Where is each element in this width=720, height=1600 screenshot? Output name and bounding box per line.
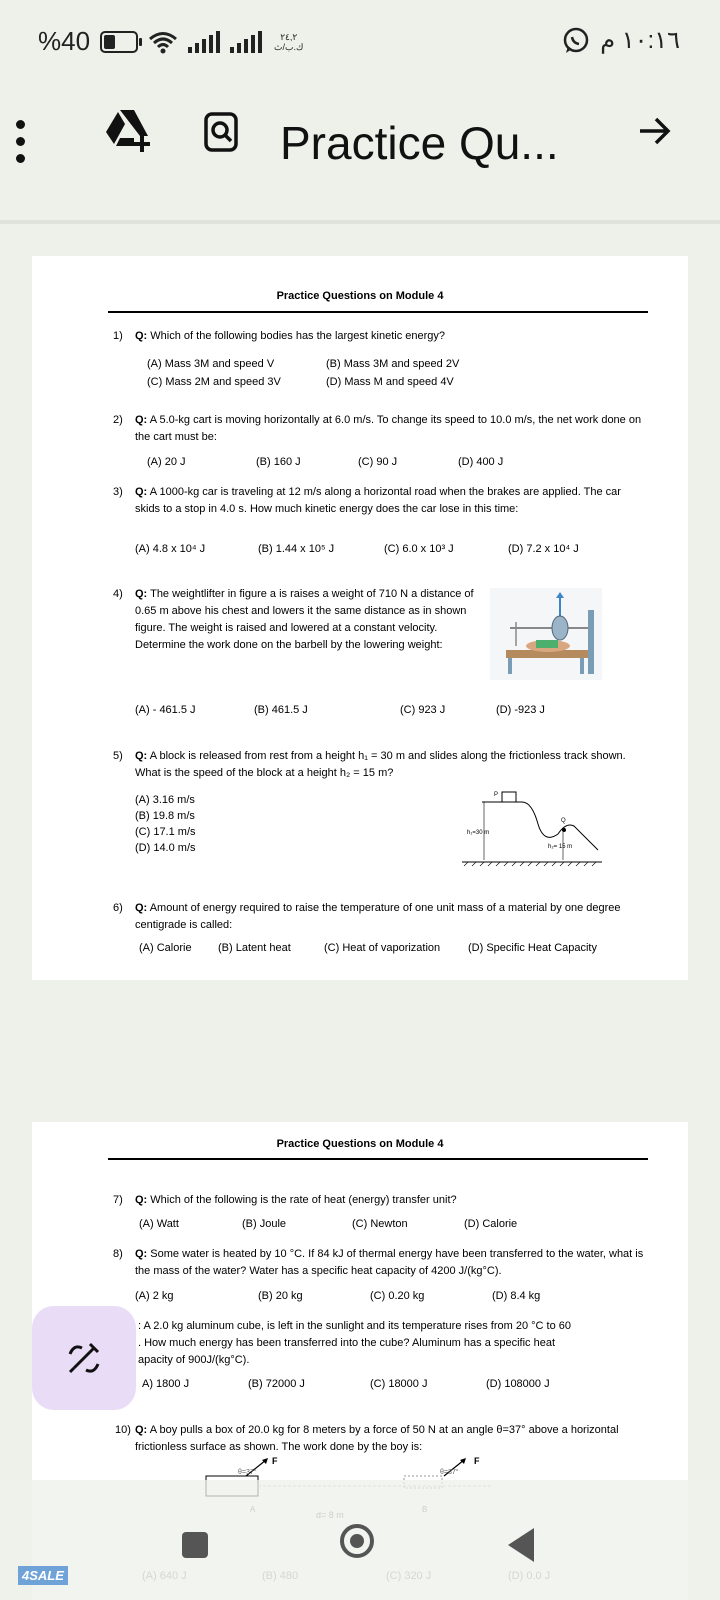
question-text: Some water is heated by 10 °C. If 84 kJ of thermal energy have been transferred to the water, what is the mass of the water? Water has a specific heat capacity of 4200 J/(kg°C). — [135, 1248, 644, 1277]
pen-edit-icon — [64, 1338, 104, 1378]
option-d: (D) 8.4 kg — [492, 1290, 541, 1302]
question-9-line-3: apacity of 900J/(kg°C). — [138, 1354, 250, 1366]
option-b: (B) Joule — [242, 1218, 287, 1230]
edit-fab-button[interactable] — [32, 1306, 136, 1410]
option-a: (A) 4.8 x 10⁴ J — [135, 543, 206, 555]
question-number: 4) — [113, 588, 123, 600]
weightlifter-figure — [490, 588, 602, 680]
question-number: 6) — [113, 902, 123, 914]
option-c: (C) Heat of vaporization — [324, 942, 441, 954]
status-left — [38, 26, 303, 57]
title-rule — [108, 311, 648, 313]
option-a: (A) Calorie — [139, 942, 192, 954]
option-d: (D) 400 J — [458, 456, 504, 468]
option-c: (C) 18000 J — [370, 1378, 428, 1390]
question-text: A block is released from rest from a height h₁ = 30 m and slides along the frictionless track shown. What is the speed of the block at a height h₂ = 15 m? — [135, 750, 626, 779]
battery-percent: %40 — [38, 26, 91, 56]
q-label: Q: — [135, 902, 148, 914]
app-bar — [0, 80, 720, 220]
option-d: (D) -923 J — [496, 704, 545, 716]
track-figure — [462, 784, 602, 874]
question-number: 1) — [113, 330, 123, 342]
question-number: 8) — [113, 1248, 123, 1260]
question-4 — [113, 586, 487, 654]
question-text: A 5.0-kg cart is moving horizontally at 6.0 m/s. To change its speed to 10.0 m/s, the net work done on the cart must be: — [135, 414, 642, 443]
more-options-icon[interactable] — [16, 120, 26, 171]
q-label: Q: — [135, 1248, 148, 1260]
network-speed-unit: ك.ب/ث — [274, 41, 304, 52]
home-button[interactable] — [340, 1524, 374, 1558]
fig-label-f2: F — [474, 1456, 480, 1466]
option-d: (D) 108000 J — [486, 1378, 550, 1390]
page-title: Practice Questions on Module 4 — [276, 290, 444, 302]
network-speed-value: ٢٤,٢ — [280, 31, 298, 42]
option-b: (B) 72000 J — [248, 1378, 305, 1390]
option-c: (C) Newton — [352, 1218, 408, 1230]
status-right — [562, 26, 680, 55]
question-3 — [113, 484, 647, 518]
fig-label-theta2: θ=37° — [440, 1469, 459, 1476]
watermark-logo: 4SALE — [18, 1566, 68, 1585]
option-c: (C) 90 J — [358, 456, 398, 468]
question-number: 7) — [113, 1194, 123, 1206]
whatsapp-icon — [562, 27, 590, 55]
add-to-drive-icon[interactable] — [104, 108, 152, 152]
option-b: (B) 160 J — [256, 456, 301, 468]
option-c: (C) 0.20 kg — [370, 1290, 425, 1302]
option-c: (C) Mass 2M and speed 3V — [147, 376, 281, 388]
q-label: Q: — [135, 1194, 148, 1206]
q-label: Q: — [135, 330, 148, 342]
fig-label-p: P — [494, 792, 499, 798]
clock: ١٠:١٦ م — [600, 27, 680, 54]
option-d: (D) Mass M and speed 4V — [326, 376, 454, 388]
question-2 — [113, 412, 647, 446]
fig-label-q: Q — [561, 818, 566, 824]
signal-icon-2 — [230, 31, 262, 53]
question-5 — [113, 748, 647, 782]
option-b: (B) Latent heat — [218, 942, 291, 954]
question-number: 5) — [113, 750, 123, 762]
fig-label-theta1: θ=37° — [238, 1469, 257, 1476]
document-title: Practice Qu... — [280, 117, 559, 169]
page-title: Practice Questions on Module 4 — [276, 1138, 444, 1150]
status-bar — [0, 0, 720, 80]
question-text: Which of the following is the rate of heat (energy) transfer unit? — [150, 1194, 457, 1206]
question-text: The weightlifter in figure a is raises a weight of 710 N a distance of 0.65 m above his chest and lowers it the same distance as in shown figure. The weight is raised and lowered at a constant velocity. Determine the work done on the barbell by the lowering weight: — [135, 588, 474, 651]
document-page-1[interactable] — [32, 256, 688, 980]
battery-icon — [100, 31, 138, 53]
option-a: (A) - 461.5 J — [135, 704, 196, 716]
question-number: 10) — [115, 1424, 131, 1436]
question-text: Amount of energy required to raise the temperature of one unit mass of a material by one degree centigrade is called: — [135, 902, 621, 931]
recent-apps-button[interactable] — [182, 1532, 208, 1558]
question-number: 2) — [113, 414, 123, 426]
fig-label-f1: F — [272, 1456, 278, 1466]
option-b: (B) 19.8 m/s — [135, 810, 195, 822]
option-c: (C) 6.0 x 10³ J — [384, 543, 454, 555]
option-c: (C) 923 J — [400, 704, 446, 716]
question-text: A 1000-kg car is traveling at 12 m/s along a horizontal road when the brakes are applied. The car skids to a stop in 4.0 s. How much kinetic energy does the car lose in this time: — [135, 486, 621, 515]
question-9-line-1: : A 2.0 kg aluminum cube, is left in the sunlight and its temperature rises from 20 °C to 60 — [138, 1320, 572, 1332]
option-a: (A) 3.16 m/s — [135, 794, 195, 806]
option-b: (B) 461.5 J — [254, 704, 308, 716]
network-speed — [274, 32, 303, 52]
q-label: Q: — [135, 750, 148, 762]
q-label: Q: — [135, 588, 148, 600]
q-label: Q: — [135, 414, 148, 426]
system-nav-bar — [0, 1480, 720, 1600]
option-a: (A) Watt — [139, 1218, 179, 1230]
option-d: (D) 7.2 x 10⁴ J — [508, 543, 579, 555]
q-label: Q: — [135, 1424, 148, 1436]
question-9-line-2: . How much energy has been transferred into the cube? Aluminum has a specific heat — [138, 1337, 556, 1349]
question-number: 3) — [113, 486, 123, 498]
wifi-icon — [148, 30, 178, 54]
option-a: (A) 20 J — [147, 456, 186, 468]
question-7 — [113, 1192, 647, 1209]
option-d: (D) Specific Heat Capacity — [468, 942, 597, 954]
question-8 — [113, 1246, 647, 1280]
search-document-icon[interactable] — [204, 112, 238, 152]
question-text: Which of the following bodies has the largest kinetic energy? — [150, 330, 446, 342]
fig-label-h2: h₂= 15 m — [548, 844, 573, 850]
title-rule — [108, 1158, 648, 1160]
option-d: (D) Calorie — [464, 1218, 518, 1230]
option-b: (B) 20 kg — [258, 1290, 303, 1302]
question-6 — [113, 900, 647, 934]
signal-icon — [188, 31, 220, 53]
app-bar-divider — [0, 220, 720, 224]
option-a: (A) Mass 3M and speed V — [147, 358, 275, 370]
option-b: (B) Mass 3M and speed 2V — [326, 358, 460, 370]
question-10 — [117, 1422, 647, 1456]
q-label: Q: — [135, 486, 148, 498]
option-a: (A) 2 kg — [135, 1290, 174, 1302]
question-1 — [113, 328, 647, 345]
question-text: A boy pulls a box of 20.0 kg for 8 meters by a force of 50 N at an angle θ=37° above a horizontal frictionless surface as shown. The work done by the boy is: — [135, 1424, 619, 1453]
back-button[interactable] — [508, 1528, 534, 1562]
arrow-right-icon[interactable] — [638, 114, 672, 148]
option-a: A) 1800 J — [142, 1378, 190, 1390]
battery-fill — [104, 35, 115, 49]
fig-label-h1: h₁=30 m — [467, 830, 490, 836]
option-d: (D) 14.0 m/s — [135, 842, 196, 854]
option-b: (B) 1.44 x 10⁵ J — [258, 543, 335, 555]
option-c: (C) 17.1 m/s — [135, 826, 196, 838]
